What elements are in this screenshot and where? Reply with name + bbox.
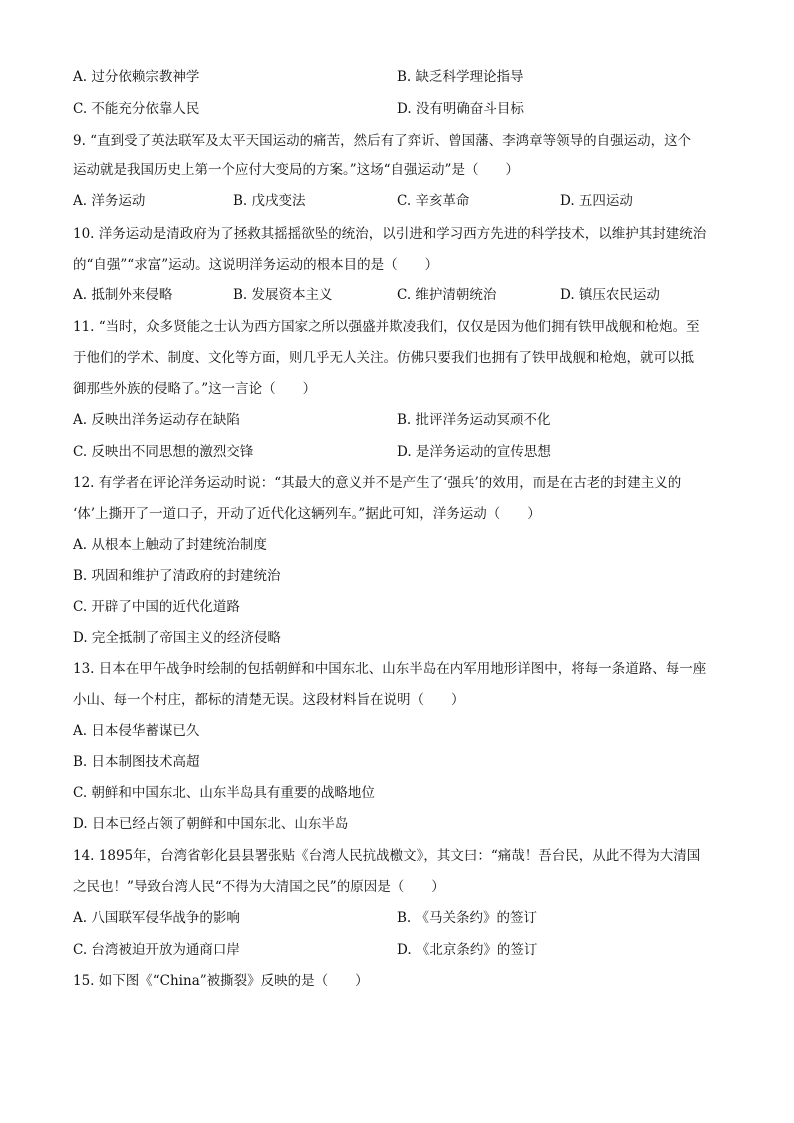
q14-option-c: C. 台湾被迫开放为通商口岸 <box>73 942 240 958</box>
q12-stem-line-1: 12. 有学者在评论洋务运动时说：“其最大的意义并不是产生了‘强兵’的效用，而是在古老的封建主义的 <box>73 475 682 491</box>
q8-option-c: C. 不能充分依靠人民 <box>73 101 200 117</box>
q9-option-b: B. 戊戌变法 <box>233 193 306 209</box>
q11-stem-line-1: 11. “当时，众多贤能之士认为西方国家之所以强盛并欺凌我们，仅仅是因为他们拥有铁甲战舰和枪炮。至 <box>73 319 700 335</box>
q9-option-d: D. 五四运动 <box>560 193 633 209</box>
q10-stem-line-1: 10. 洋务运动是清政府为了拯救其摇摇欲坠的统治，以引进和学习西方先进的科学技术，以维护其封建统治 <box>73 226 707 242</box>
q12-option-b: B. 巩固和维护了清政府的封建统治 <box>73 568 281 584</box>
q11-option-d: D. 是洋务运动的宣传思想 <box>397 444 551 460</box>
q9-option-a: A. 洋务运动 <box>73 193 146 209</box>
q14-stem-line-2: 之民也！”导致台湾人民“不得为大清国之民”的原因是（ ） <box>73 879 445 895</box>
q15-stem-line-1: 15. 如下图《“China”被撕裂》反映的是（ ） <box>73 973 369 989</box>
q10-option-a: A. 抵制外来侵略 <box>73 287 173 303</box>
q8-option-a: A. 过分依赖宗教神学 <box>73 69 200 85</box>
q13-option-d: D. 日本已经占领了朝鲜和中国东北、山东半岛 <box>73 816 349 832</box>
q13-option-b: B. 日本制图技术高超 <box>73 754 200 770</box>
q10-option-b: B. 发展资本主义 <box>233 287 333 303</box>
q13-option-a: A. 日本侵华蓄谋已久 <box>73 723 200 739</box>
q11-option-c: C. 反映出不同思想的激烈交锋 <box>73 444 254 460</box>
q10-option-c: C. 维护清朝统治 <box>397 287 497 303</box>
q13-stem-line-2: 小山、每一个村庄，都标的清楚无误。这段材料旨在说明（ ） <box>73 692 465 708</box>
q11-stem-line-2: 于他们的学术、制度、文化等方面，则几乎无人关注。仿佛只要我们也拥有了铁甲战舰和枪炮，就可以抵 <box>73 350 694 366</box>
q12-option-d: D. 完全抵制了帝国主义的经济侵略 <box>73 630 281 646</box>
q11-option-b: B. 批评洋务运动冥顽不化 <box>397 412 551 428</box>
q11-option-a: A. 反映出洋务运动存在缺陷 <box>73 412 240 428</box>
q11-stem-line-3: 御那些外族的侵略了。”这一言论（ ） <box>73 381 317 397</box>
q9-stem-line-1: 9. “直到受了英法联军及太平天国运动的痛苦，然后有了弈䜣、曾国藩、李鸿章等领导的自强运动，这个 <box>73 133 692 149</box>
q12-stem-line-2: ‘体’上撕开了一道口子，开动了近代化这辆列车。”据此可知，洋务运动（ ） <box>73 506 541 522</box>
q14-option-a: A. 八国联军侵华战争的影响 <box>73 910 240 926</box>
q10-stem-line-2: 的“自强”“求富”运动。这说明洋务运动的根本目的是（ ） <box>73 257 439 273</box>
q14-stem-line-1: 14. 1895年，台湾省彰化县县署张贴《台湾人民抗战檄文》，其文曰：“痛哉！吾台民，从此不得为大清国 <box>73 848 701 864</box>
q9-stem-line-2: 运动就是我国历史上第一个应付大变局的方案。”这场“自强运动”是（ ） <box>73 162 519 178</box>
q14-option-d: D. 《北京条约》的签订 <box>397 942 538 958</box>
q12-option-c: C. 开辟了中国的近代化道路 <box>73 599 240 615</box>
q8-option-d: D. 没有明确奋斗目标 <box>397 101 524 117</box>
q9-option-c: C. 辛亥革命 <box>397 193 470 209</box>
q13-option-c: C. 朝鲜和中国东北、山东半岛具有重要的战略地位 <box>73 785 375 801</box>
q13-stem-line-1: 13. 日本在甲午战争时绘制的包括朝鲜和中国东北、山东半岛在内军用地形详图中，将每一条道路、每一座 <box>73 661 707 677</box>
q12-option-a: A. 从根本上触动了封建统治制度 <box>73 537 267 553</box>
q8-option-b: B. 缺乏科学理论指导 <box>397 69 524 85</box>
q14-option-b: B. 《马关条约》的签订 <box>397 910 538 926</box>
q10-option-d: D. 镇压农民运动 <box>560 287 660 303</box>
